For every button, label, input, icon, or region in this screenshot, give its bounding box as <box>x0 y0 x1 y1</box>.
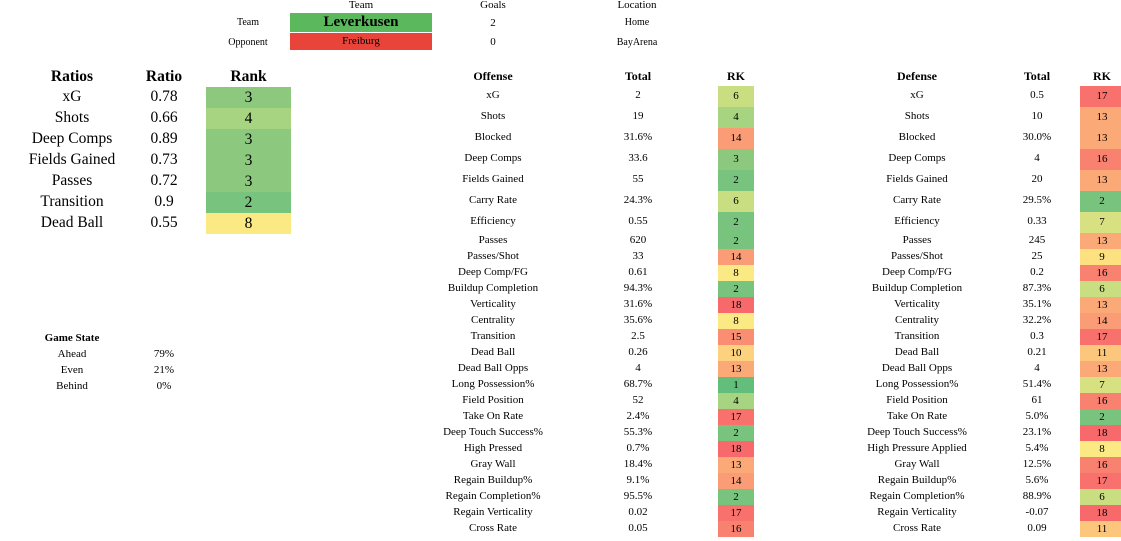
defense-row-label: Passes/Shot <box>891 249 943 262</box>
defense-rk-cell: 17 <box>1080 473 1121 489</box>
offense-rk-cell: 17 <box>718 505 754 521</box>
offense-row-total: 2.4% <box>626 409 650 422</box>
offense-rk-cell: 2 <box>718 212 754 233</box>
ratios-row-label: Shots <box>54 109 90 126</box>
offense-rk-cell: 2 <box>718 233 754 249</box>
defense-row-label: Centrality <box>895 313 939 326</box>
offense-row-total: 68.7% <box>623 377 653 390</box>
ratios-rank-cell: 3 <box>206 87 291 108</box>
defense-row-label: Buildup Completion <box>871 281 963 294</box>
offense-rk-cell: 18 <box>718 441 754 457</box>
ratios-row-ratio: 0.73 <box>150 151 178 168</box>
defense-row-total: 25 <box>1031 249 1043 262</box>
defense-row-label: Deep Comp/FG <box>882 265 952 278</box>
offense-row-total: 33.6 <box>628 152 648 164</box>
defense-rk-cell: 13 <box>1080 128 1121 149</box>
offense-row-label: xG <box>486 89 500 101</box>
offense-row-total: 31.6% <box>623 297 653 310</box>
offense-rk-cell: 14 <box>718 128 754 149</box>
defense-row-label: Shots <box>904 110 930 122</box>
defense-row-label: Field Position <box>886 393 948 406</box>
defense-rk-cell: 13 <box>1080 233 1121 249</box>
defense-row-label: Regain Buildup% <box>877 473 957 486</box>
offense-rk-cell: 14 <box>718 249 754 265</box>
defense-row-total: 61 <box>1031 393 1043 406</box>
game-state-behind-label: Behind <box>56 380 88 392</box>
offense-row-total: 55.3% <box>623 425 653 438</box>
defense-row-label: Blocked <box>898 131 936 143</box>
defense-row-total: 4 <box>1034 152 1040 164</box>
defense-row-total: 88.9% <box>1022 489 1052 502</box>
offense-row-total: 94.3% <box>623 281 653 294</box>
defense-row-total: 12.5% <box>1022 457 1052 470</box>
defense-row-total: 20 <box>1031 173 1043 185</box>
defense-rk-cell: 17 <box>1080 329 1121 345</box>
offense-rk-cell: 4 <box>718 107 754 128</box>
ratios-rank-cell: 2 <box>206 192 291 213</box>
defense-row-total: 51.4% <box>1022 377 1052 390</box>
defense-row-label: Deep Touch Success% <box>867 425 967 438</box>
rank-header: Rank <box>230 68 267 85</box>
defense-row-total: 10 <box>1031 110 1043 122</box>
offense-total-header: Total <box>624 69 652 83</box>
offense-row-total: 0.02 <box>628 505 648 518</box>
ratios-rank-cell: 4 <box>206 108 291 129</box>
offense-row-label: Blocked <box>474 131 512 143</box>
offense-row-total: 31.6% <box>623 131 653 143</box>
defense-row-label: Regain Verticality <box>877 505 957 518</box>
defense-row-label: Fields Gained <box>886 173 948 185</box>
ratios-rank-cell: 3 <box>206 171 291 192</box>
offense-rk-header: RK <box>727 69 745 83</box>
offense-row-total: 95.5% <box>623 489 653 502</box>
offense-row-total: 24.3% <box>623 194 653 206</box>
offense-rk-cell: 8 <box>718 265 754 281</box>
offense-row-label: Deep Comp/FG <box>458 265 528 278</box>
offense-rk-cell: 17 <box>718 409 754 425</box>
game-state-even-label: Even <box>60 364 84 376</box>
ratios-row-label: Dead Ball <box>40 214 104 231</box>
offense-rk-cell: 2 <box>718 170 754 191</box>
offense-row-label: Deep Touch Success% <box>443 425 543 438</box>
offense-rk-cell: 15 <box>718 329 754 345</box>
defense-row-total: 5.4% <box>1025 441 1049 454</box>
defense-row-label: Carry Rate <box>893 194 941 206</box>
offense-row-label: Verticality <box>470 297 516 310</box>
team-column-header: Team <box>348 0 374 11</box>
defense-row-label: Regain Completion% <box>869 489 965 502</box>
defense-row-total: 5.0% <box>1025 409 1049 422</box>
offense-row-label: Long Possession% <box>451 377 535 390</box>
offense-row-total: 2 <box>635 89 641 101</box>
offense-rk-cell: 2 <box>718 425 754 441</box>
offense-row-label: Field Position <box>462 393 524 406</box>
defense-row-label: Dead Ball Opps <box>881 361 953 374</box>
offense-row-label: Regain Buildup% <box>453 473 533 486</box>
defense-rk-cell: 9 <box>1080 249 1121 265</box>
team-goals: 2 <box>490 17 496 29</box>
defense-row-total: 0.5 <box>1030 89 1044 101</box>
defense-rk-cell: 13 <box>1080 107 1121 128</box>
offense-row-total: 18.4% <box>623 457 653 470</box>
defense-row-total: 0.09 <box>1027 521 1047 534</box>
offense-row-total: 0.26 <box>628 345 648 358</box>
defense-row-total: 0.21 <box>1027 345 1047 358</box>
defense-rk-cell: 13 <box>1080 297 1121 313</box>
offense-row-label: Efficiency <box>470 215 516 227</box>
defense-row-total: 30.0% <box>1022 131 1052 143</box>
defense-row-total: 87.3% <box>1022 281 1052 294</box>
defense-rk-cell: 8 <box>1080 441 1121 457</box>
ratios-row-ratio: 0.89 <box>150 130 178 147</box>
defense-rk-cell: 11 <box>1080 521 1121 537</box>
defense-rk-cell: 7 <box>1080 377 1121 393</box>
defense-row-label: Verticality <box>894 297 940 310</box>
defense-row-total: 5.6% <box>1025 473 1049 486</box>
defense-rk-header: RK <box>1093 69 1111 83</box>
defense-row-total: 29.5% <box>1022 194 1052 206</box>
ratios-row-label: Passes <box>51 172 93 189</box>
offense-row-total: 0.61 <box>628 265 648 278</box>
offense-row-total: 0.55 <box>628 215 648 227</box>
team-label: Team <box>236 17 260 28</box>
offense-row-label: High Pressed <box>463 441 523 454</box>
offense-row-label: Shots <box>480 110 506 122</box>
opponent-label: Opponent <box>228 37 268 48</box>
team-name: Leverkusen <box>290 13 432 32</box>
defense-total-header: Total <box>1023 69 1051 83</box>
defense-rk-cell: 2 <box>1080 191 1121 212</box>
offense-row-label: Dead Ball <box>470 345 516 358</box>
offense-rk-cell: 14 <box>718 473 754 489</box>
ratios-row-label: Deep Comps <box>31 130 113 147</box>
offense-row-label: Passes <box>478 233 508 246</box>
defense-rk-cell: 11 <box>1080 345 1121 361</box>
offense-row-label: Transition <box>470 329 516 342</box>
defense-rk-cell: 17 <box>1080 86 1121 107</box>
location-column-header: Location <box>617 0 657 11</box>
team-location: Home <box>624 17 650 28</box>
game-state-ahead-value: 79% <box>153 348 175 360</box>
defense-rk-cell: 18 <box>1080 505 1121 521</box>
defense-row-label: Passes <box>902 233 932 246</box>
ratios-row-label: Transition <box>40 193 104 210</box>
offense-rk-cell: 6 <box>718 86 754 107</box>
offense-row-label: Fields Gained <box>462 173 524 185</box>
ratios-rank-cell: 3 <box>206 129 291 150</box>
ratios-rank-cell: 3 <box>206 150 291 171</box>
defense-rk-cell: 13 <box>1080 361 1121 377</box>
defense-rk-cell: 2 <box>1080 409 1121 425</box>
ratios-header: Ratios <box>50 68 94 85</box>
defense-row-label: Take On Rate <box>886 409 948 422</box>
offense-rk-cell: 6 <box>718 191 754 212</box>
game-state-ahead-label: Ahead <box>57 348 87 360</box>
defense-rk-cell: 14 <box>1080 313 1121 329</box>
offense-rk-cell: 8 <box>718 313 754 329</box>
offense-row-label: Regain Verticality <box>453 505 533 518</box>
offense-rk-cell: 2 <box>718 281 754 297</box>
defense-row-total: 23.1% <box>1022 425 1052 438</box>
ratio-header: Ratio <box>145 68 183 85</box>
offense-row-label: Buildup Completion <box>447 281 539 294</box>
offense-row-label: Cross Rate <box>469 521 517 534</box>
defense-rk-cell: 16 <box>1080 149 1121 170</box>
goals-column-header: Goals <box>480 0 506 11</box>
defense-rk-cell: 6 <box>1080 489 1121 505</box>
offense-row-total: 55 <box>632 173 644 185</box>
offense-row-total: 33 <box>632 249 644 262</box>
defense-row-total: 35.1% <box>1022 297 1052 310</box>
defense-row-label: Transition <box>894 329 940 342</box>
defense-row-label: High Pressure Applied <box>867 441 967 454</box>
offense-row-label: Deep Comps <box>464 152 522 164</box>
offense-row-total: 0.7% <box>626 441 650 454</box>
ratios-row-label: Fields Gained <box>28 151 116 168</box>
ratios-rank-cell: 8 <box>206 213 291 234</box>
offense-row-total: 0.05 <box>628 521 648 534</box>
offense-rk-cell: 18 <box>718 297 754 313</box>
ratios-row-ratio: 0.66 <box>150 109 178 126</box>
defense-row-label: Long Possession% <box>875 377 959 390</box>
defense-rk-cell: 16 <box>1080 457 1121 473</box>
offense-rk-cell: 2 <box>718 489 754 505</box>
defense-row-label: Deep Comps <box>888 152 946 164</box>
defense-row-label: xG <box>910 89 924 101</box>
defense-row-total: 0.33 <box>1027 215 1047 227</box>
offense-rk-cell: 13 <box>718 361 754 377</box>
offense-rk-cell: 16 <box>718 521 754 537</box>
offense-rk-cell: 4 <box>718 393 754 409</box>
offense-row-label: Gray Wall <box>470 457 516 470</box>
defense-row-label: Gray Wall <box>894 457 940 470</box>
offense-row-total: 4 <box>635 361 641 374</box>
offense-rk-cell: 10 <box>718 345 754 361</box>
ratios-row-ratio: 0.78 <box>150 88 178 105</box>
defense-rk-cell: 18 <box>1080 425 1121 441</box>
defense-rk-cell: 16 <box>1080 393 1121 409</box>
defense-row-label: Cross Rate <box>893 521 941 534</box>
offense-row-label: Passes/Shot <box>467 249 519 262</box>
ratios-row-ratio: 0.9 <box>154 193 174 210</box>
offense-row-label: Centrality <box>471 313 515 326</box>
defense-rk-cell: 7 <box>1080 212 1121 233</box>
offense-row-total: 9.1% <box>626 473 650 486</box>
defense-row-total: 245 <box>1028 233 1046 246</box>
game-state-even-value: 21% <box>153 364 175 376</box>
defense-rk-cell: 16 <box>1080 265 1121 281</box>
offense-row-total: 620 <box>629 233 647 246</box>
opponent-goals: 0 <box>490 36 496 48</box>
game-state-title: Game State <box>44 332 100 344</box>
offense-row-label: Regain Completion% <box>445 489 541 502</box>
defense-rk-cell: 13 <box>1080 170 1121 191</box>
offense-rk-cell: 3 <box>718 149 754 170</box>
offense-rk-cell: 1 <box>718 377 754 393</box>
game-state-behind-value: 0% <box>156 380 172 392</box>
ratios-row-ratio: 0.55 <box>150 214 178 231</box>
defense-rk-cell: 6 <box>1080 281 1121 297</box>
offense-row-total: 52 <box>632 393 644 406</box>
offense-row-total: 2.5 <box>631 329 645 342</box>
ratios-row-ratio: 0.72 <box>150 172 178 189</box>
opponent-location: BayArena <box>616 37 658 48</box>
opponent-name: Freiburg <box>290 33 432 50</box>
defense-row-total: 0.3 <box>1030 329 1044 342</box>
offense-rk-cell: 13 <box>718 457 754 473</box>
ratios-row-label: xG <box>62 88 82 105</box>
defense-row-total: 32.2% <box>1022 313 1052 326</box>
defense-header: Defense <box>897 69 937 83</box>
defense-row-total: 4 <box>1034 361 1040 374</box>
offense-row-total: 35.6% <box>623 313 653 326</box>
offense-row-label: Take On Rate <box>462 409 524 422</box>
offense-row-total: 19 <box>632 110 644 122</box>
offense-header: Offense <box>473 69 513 83</box>
defense-row-total: -0.07 <box>1025 505 1049 518</box>
defense-row-label: Efficiency <box>894 215 940 227</box>
offense-row-label: Carry Rate <box>469 194 517 206</box>
offense-row-label: Dead Ball Opps <box>457 361 529 374</box>
defense-row-total: 0.2 <box>1030 265 1044 278</box>
defense-row-label: Dead Ball <box>894 345 940 358</box>
